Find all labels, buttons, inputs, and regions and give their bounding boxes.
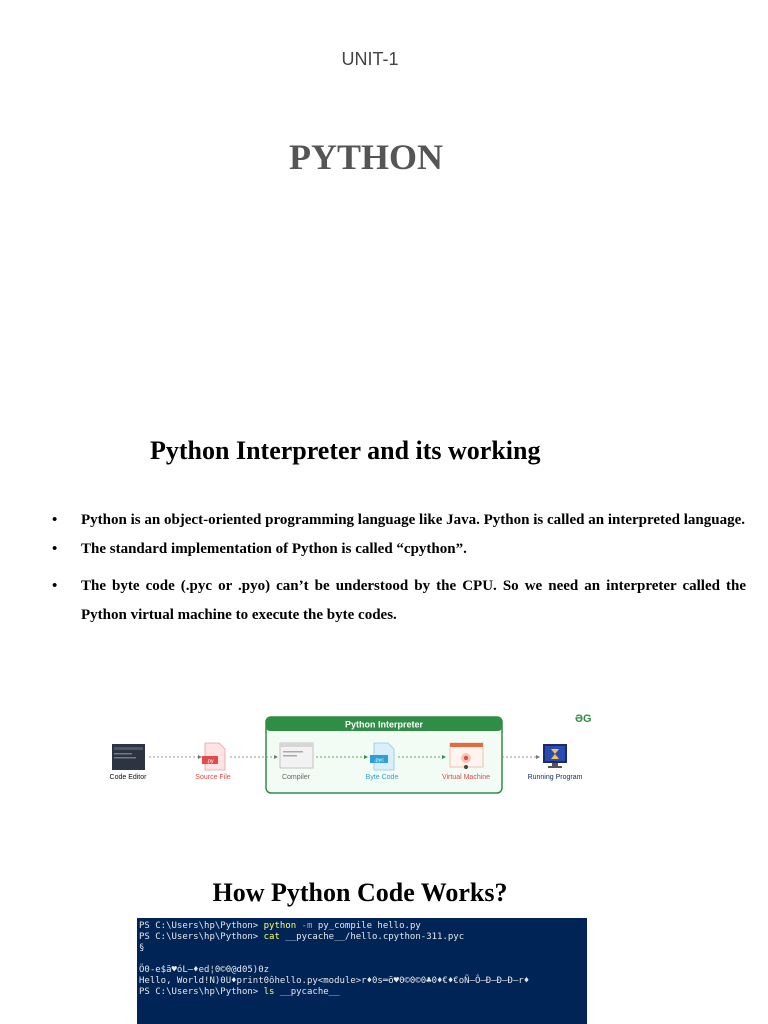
byte-code-label: Byte Code [365, 774, 399, 781]
byte-code-icon [370, 743, 394, 770]
source-file-icon [202, 743, 225, 770]
compiler-icon [280, 743, 313, 768]
virtual-machine-icon [450, 743, 483, 769]
bullet-list [52, 506, 746, 630]
bullet-item: • The byte code (.pyc or .pyo) can’t be understood by the CPU. So we need an interpreter called the Python virtual machine to execute the byte codes. [52, 572, 746, 630]
interpreter-box-title: Python Interpreter [344, 719, 424, 730]
compiler-label: Compiler [281, 774, 311, 781]
interpreter-diagram [100, 700, 600, 800]
running-program-label: Running Program [527, 774, 583, 781]
section-heading-interpreter: Python Interpreter and its working [150, 436, 541, 465]
code-editor-icon [112, 744, 145, 770]
running-program-icon [543, 744, 567, 768]
page-title: PYTHON [288, 137, 443, 177]
terminal-screenshot: PS C:\Users\hp\Python> python -m py_compile hello.py PS C:\Users\hp\Python> cat __pycache__/hello.cpython-311.pyc § Ö0-e$ã♥óL—♦ed¦0©0@d05)0z Hello, World!N)0U♦print0ôhello.py<module>r♦0s═õ♥0©0©0♣0♦€♦€oÑ—Ô—Ð—Ð—Ð—r♦ PS C:\Users\hp\Python> ls __pycache__ [137, 918, 587, 1024]
py-file-tag: .py [206, 758, 214, 765]
source-file-label: Source File [195, 774, 231, 781]
gfg-logo: ƏG [575, 713, 592, 725]
code-editor-label: Code Editor [109, 774, 147, 781]
pyc-file-tag: .pyc [373, 757, 385, 764]
bullet-item: • The standard implementation of Python is called “cpython”. [52, 535, 746, 564]
virtual-machine-label: Virtual Machine [441, 774, 491, 781]
bullet-item: • Python is an object-oriented programming language like Java. Python is called an interpreted language. [52, 506, 746, 535]
unit-label: UNIT-1 [341, 49, 399, 69]
section-heading-how-it-works: How Python Code Works? [212, 878, 508, 907]
